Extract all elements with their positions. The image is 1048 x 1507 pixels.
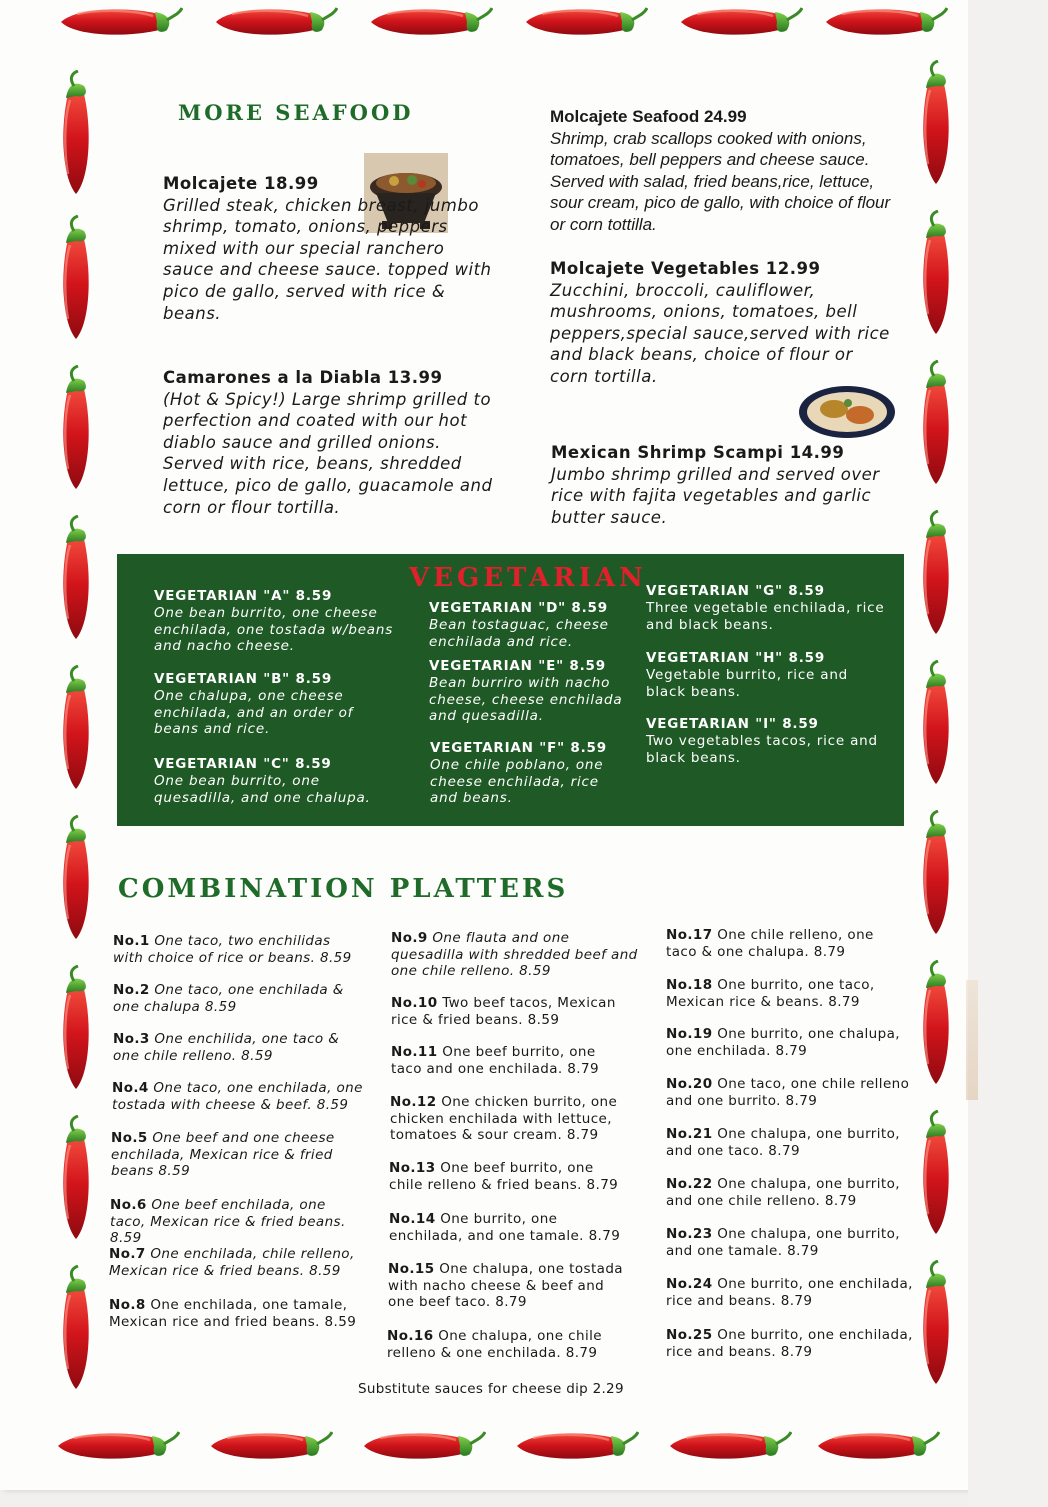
chili-pepper-icon bbox=[820, 4, 948, 40]
menu-item-molcajete-vegetables: Molcajete Vegetables 12.99 Zucchini, broccoli, cauliflower, mushrooms, onions, tomatoes, bell peppers,special sauce,served with rice and black beans, choice of flour or corn tortilla. bbox=[550, 259, 890, 386]
chili-pepper-icon bbox=[58, 1265, 94, 1393]
chili-pepper-icon bbox=[918, 60, 954, 188]
combo-item: No.15 One chalupa, one tostada with nacho cheese & beef and one beef taco. 8.79 bbox=[388, 1261, 623, 1311]
combo-item: No.20 One taco, one chile relleno and one burrito. 8.79 bbox=[666, 1076, 910, 1109]
menu-item-shrimp-scampi: Mexican Shrimp Scampi 14.99 Jumbo shrimp grilled and served over rice with fajita vegetables and garlic butter sauce. bbox=[551, 443, 880, 527]
chili-pepper-icon bbox=[520, 4, 648, 40]
plate-photo-icon bbox=[798, 385, 896, 439]
veg-item-h: VEGETARIAN "H" 8.59 Vegetable burrito, rice and black beans. bbox=[646, 650, 849, 700]
section-title-vegetarian: VEGETARIAN bbox=[409, 563, 647, 593]
chili-pepper-icon bbox=[58, 215, 94, 343]
chili-pepper-icon bbox=[205, 1428, 333, 1464]
vegetarian-section bbox=[117, 554, 904, 826]
combo-item: No.7 One enchilada, chile relleno, Mexican rice & fried beans. 8.59 bbox=[109, 1246, 355, 1279]
chili-pepper-icon bbox=[918, 1110, 954, 1238]
chili-pepper-icon bbox=[58, 365, 94, 493]
chili-pepper-icon bbox=[58, 965, 94, 1093]
chili-pepper-icon bbox=[58, 1115, 94, 1243]
combo-item: No.25 One burrito, one enchilada, rice and beans. 8.79 bbox=[666, 1327, 913, 1360]
chili-pepper-icon bbox=[365, 4, 493, 40]
chili-pepper-icon bbox=[58, 665, 94, 793]
chili-pepper-icon bbox=[52, 1428, 180, 1464]
combo-item: No.5 One beef and one cheese enchilada, Mexican rice & fried beans 8.59 bbox=[111, 1130, 335, 1180]
combo-item: No.16 One chalupa, one chile relleno & one enchilada. 8.79 bbox=[387, 1328, 602, 1361]
section-title-more-seafood: MORE SEAFOOD bbox=[178, 100, 414, 125]
chili-pepper-icon bbox=[918, 960, 954, 1088]
combo-item: No.6 One beef enchilada, one taco, Mexican rice & fried beans. 8.59 bbox=[110, 1197, 346, 1247]
veg-item-b: VEGETARIAN "B" 8.59 One chalupa, one cheese enchilada, and an order of beans and rice. bbox=[154, 671, 354, 738]
combo-item: No.8 One enchilada, one tamale, Mexican rice and fried beans. 8.59 bbox=[109, 1297, 357, 1330]
combo-item: No.2 One taco, one enchilada & one chalupa 8.59 bbox=[113, 982, 344, 1015]
menu-item-molcajete: Molcajete 18.99 Grilled steak, chicken breast, jumbo shrimp, tomato, onions, peppers mixed with our special ranchero sauce and cheese sauce. topped with pico de gallo, served with rice & beans. bbox=[163, 174, 492, 323]
combo-item: No.23 One chalupa, one burrito, and one tamale. 8.79 bbox=[666, 1226, 900, 1259]
chili-pepper-icon bbox=[918, 660, 954, 788]
chili-pepper-icon bbox=[918, 210, 954, 338]
veg-item-i: VEGETARIAN "I" 8.59 Two vegetables tacos, rice and black beans. bbox=[646, 716, 878, 766]
chili-pepper-icon bbox=[58, 515, 94, 643]
combo-item: No.14 One burrito, one enchilada, and one tamale. 8.79 bbox=[389, 1211, 621, 1244]
combo-item: No.18 One burrito, one taco, Mexican rice & beans. 8.79 bbox=[666, 977, 875, 1010]
chili-pepper-icon bbox=[58, 815, 94, 943]
chili-pepper-icon bbox=[918, 810, 954, 938]
combo-item: No.12 One chicken burrito, one chicken enchilada with lettuce, tomatoes & sour cream. 8.79 bbox=[390, 1094, 618, 1144]
section-title-combination-platters: COMBINATION PLATTERS bbox=[118, 874, 569, 904]
footer-note: Substitute sauces for cheese dip 2.29 bbox=[358, 1381, 624, 1397]
chili-pepper-icon bbox=[210, 4, 338, 40]
chili-pepper-icon bbox=[358, 1428, 486, 1464]
chili-pepper-icon bbox=[664, 1428, 792, 1464]
combo-item: No.11 One beef burrito, one taco and one enchilada. 8.79 bbox=[391, 1044, 599, 1077]
veg-item-c: VEGETARIAN "C" 8.59 One bean burrito, one quesadilla, and one chalupa. bbox=[154, 756, 371, 806]
combo-item: No.10 Two beef tacos, Mexican rice & fried beans. 8.59 bbox=[391, 995, 616, 1028]
veg-item-e: VEGETARIAN "E" 8.59 Bean burriro with nacho cheese, cheese enchilada and quesadilla. bbox=[429, 658, 623, 725]
combo-item: No.17 One chile relleno, one taco & one chalupa. 8.79 bbox=[666, 927, 874, 960]
chili-pepper-icon bbox=[918, 360, 954, 488]
combo-item: No.22 One chalupa, one burrito, and one chile relleno. 8.79 bbox=[666, 1176, 900, 1209]
chili-pepper-icon bbox=[675, 4, 803, 40]
combo-item: No.3 One enchilida, one taco & one chile relleno. 8.59 bbox=[113, 1031, 340, 1064]
background-margin bbox=[968, 0, 1048, 1507]
chili-pepper-icon bbox=[511, 1428, 639, 1464]
chili-pepper-icon bbox=[58, 70, 94, 198]
veg-item-f: VEGETARIAN "F" 8.59 One chile poblano, one cheese enchilada, rice and beans. bbox=[430, 740, 607, 807]
combo-item: No.21 One chalupa, one burrito, and one taco. 8.79 bbox=[666, 1126, 900, 1159]
chili-pepper-icon bbox=[918, 1260, 954, 1388]
chili-pepper-icon bbox=[918, 510, 954, 638]
combo-item: No.9 One flauta and one quesadilla with shredded beef and one chile relleno. 8.59 bbox=[391, 930, 638, 980]
veg-item-d: VEGETARIAN "D" 8.59 Bean tostaguac, cheese enchilada and rice. bbox=[429, 600, 609, 650]
chili-pepper-icon bbox=[55, 4, 183, 40]
combo-item: No.13 One beef burrito, one chile relleno & fried beans. 8.79 bbox=[389, 1160, 619, 1193]
chili-pepper-icon bbox=[812, 1428, 940, 1464]
combo-item: No.24 One burrito, one enchilada, rice and beans. 8.79 bbox=[666, 1276, 913, 1309]
veg-item-a: VEGETARIAN "A" 8.59 One bean burrito, one cheese enchilada, one tostada w/beans and nacho cheese. bbox=[154, 588, 394, 655]
combo-item: No.19 One burrito, one chalupa, one enchilada. 8.79 bbox=[666, 1026, 900, 1059]
veg-item-g: VEGETARIAN "G" 8.59 Three vegetable enchilada, rice and black beans. bbox=[646, 583, 885, 633]
combo-item: No.4 One taco, one enchilada, one tostada with cheese & beef. 8.59 bbox=[112, 1080, 363, 1113]
combo-item: No.1 One taco, two enchilidas with choice of rice or beans. 8.59 bbox=[113, 933, 352, 966]
menu-item-camarones-diabla: Camarones a la Diabla 13.99 (Hot & Spicy!) Large shrimp grilled to perfection and coated with our hot diablo sauce and grilled onions. Served with rice, beans, shredded lettuce, pico de gallo, guacamole and corn or flour tortilla. bbox=[163, 368, 493, 517]
menu-item-molcajete-seafood: Molcajete Seafood 24.99 Shrimp, crab scallops cooked with onions, tomatoes, bell peppers and cheese sauce. Served with salad, fried beans,rice, lettuce, sour cream, pico de gallo, with choice of flour or corn tottilla. bbox=[550, 107, 891, 234]
